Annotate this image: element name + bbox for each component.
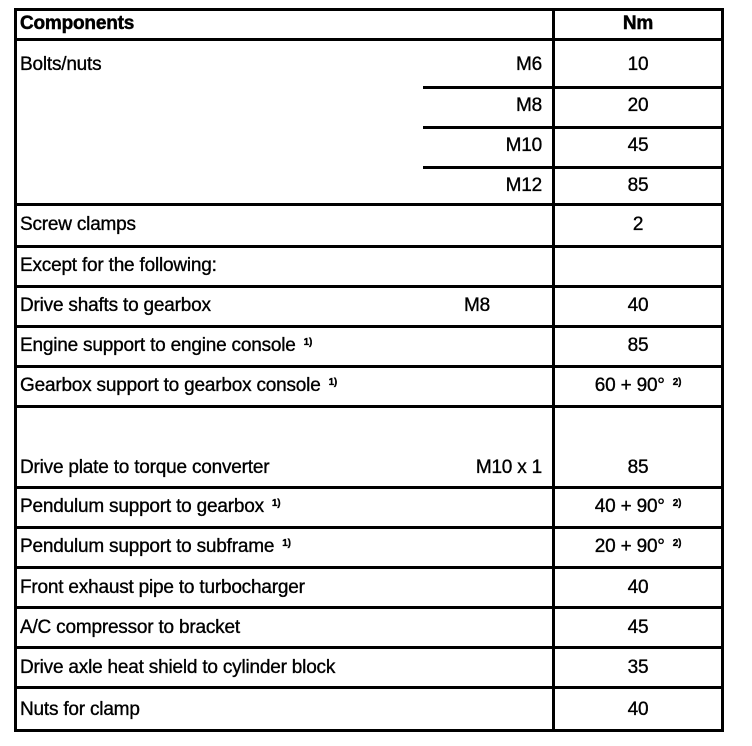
- footnote-mark: 1): [303, 337, 313, 348]
- bolt-torque: 45: [627, 135, 649, 156]
- row-torque: 40: [627, 699, 649, 720]
- bolt-size: M6: [516, 54, 542, 75]
- row-label: Drive shafts to gearbox: [20, 295, 211, 316]
- row-torque: [595, 497, 681, 516]
- bolts-label: Bolts/nuts: [20, 54, 102, 75]
- row-label: Drive axle heat shield to cylinder block: [20, 657, 336, 678]
- row-label-text: Gearbox support to gearbox console: [20, 375, 321, 396]
- row-label: Drive plate to torque converter: [20, 457, 270, 478]
- rule: [14, 245, 724, 248]
- bolt-torque: 85: [627, 175, 649, 196]
- rule: [423, 166, 724, 169]
- rule: [14, 405, 724, 408]
- rule: [14, 285, 724, 288]
- rule: [14, 325, 724, 328]
- border-right: [721, 8, 724, 732]
- footnote-mark: 1): [282, 538, 291, 549]
- rule: [14, 526, 724, 529]
- bolt-size: M12: [505, 175, 542, 196]
- rule: [14, 566, 724, 569]
- row-label: [20, 336, 312, 355]
- row-torque: [595, 376, 681, 395]
- row-label-text: Engine support to engine console: [20, 335, 296, 356]
- footnote-mark: 1): [328, 377, 338, 388]
- bolt-size: M10: [505, 135, 542, 156]
- rule: [423, 126, 724, 129]
- row-torque-text: 40 + 90°: [594, 496, 665, 517]
- rule: [14, 686, 724, 689]
- row-torque: 40: [627, 295, 649, 316]
- row-label: A/C compressor to bracket: [20, 617, 240, 638]
- footnote-mark: 2): [672, 377, 682, 388]
- row-torque: 45: [627, 617, 649, 638]
- rule: [14, 365, 724, 368]
- row-label: Nuts for clamp: [20, 699, 140, 720]
- bolt-torque: 10: [627, 54, 649, 75]
- row-label: [20, 497, 280, 516]
- row-size: M8: [464, 295, 490, 316]
- rule: [14, 486, 724, 489]
- row-torque: 85: [627, 335, 649, 356]
- header-nm: Nm: [622, 13, 654, 34]
- row-label-text: Pendulum support to gearbox: [20, 496, 264, 517]
- footnote-mark: 2): [672, 498, 682, 509]
- border-col-divider: [552, 8, 555, 732]
- rule: [14, 203, 724, 206]
- row-label: Screw clamps: [20, 214, 136, 235]
- footnote-mark: 2): [672, 538, 682, 549]
- bolt-size: M8: [516, 95, 542, 116]
- row-torque-text: 20 + 90°: [594, 536, 665, 557]
- rule: [423, 86, 724, 89]
- row-label: [20, 537, 291, 556]
- bolt-torque: 20: [627, 95, 649, 116]
- row-label-text: Pendulum support to subframe: [20, 536, 275, 557]
- row-torque: 85: [627, 457, 649, 478]
- rule: [14, 38, 724, 41]
- row-torque: [595, 537, 681, 556]
- footnote-mark: 1): [271, 498, 281, 509]
- header-components: Components: [20, 13, 135, 34]
- rule: [14, 8, 724, 11]
- row-torque: 35: [627, 657, 649, 678]
- row-torque-text: 60 + 90°: [594, 375, 665, 396]
- row-label: [20, 376, 337, 395]
- row-torque: 2: [632, 214, 644, 235]
- rule: [14, 729, 724, 732]
- rule: [14, 606, 724, 609]
- row-torque: 40: [627, 577, 649, 598]
- row-size: M10 x 1: [475, 457, 542, 478]
- rule: [14, 646, 724, 649]
- row-label: Front exhaust pipe to turbocharger: [20, 577, 305, 598]
- border-left: [14, 8, 17, 732]
- row-label: Except for the following:: [20, 255, 217, 276]
